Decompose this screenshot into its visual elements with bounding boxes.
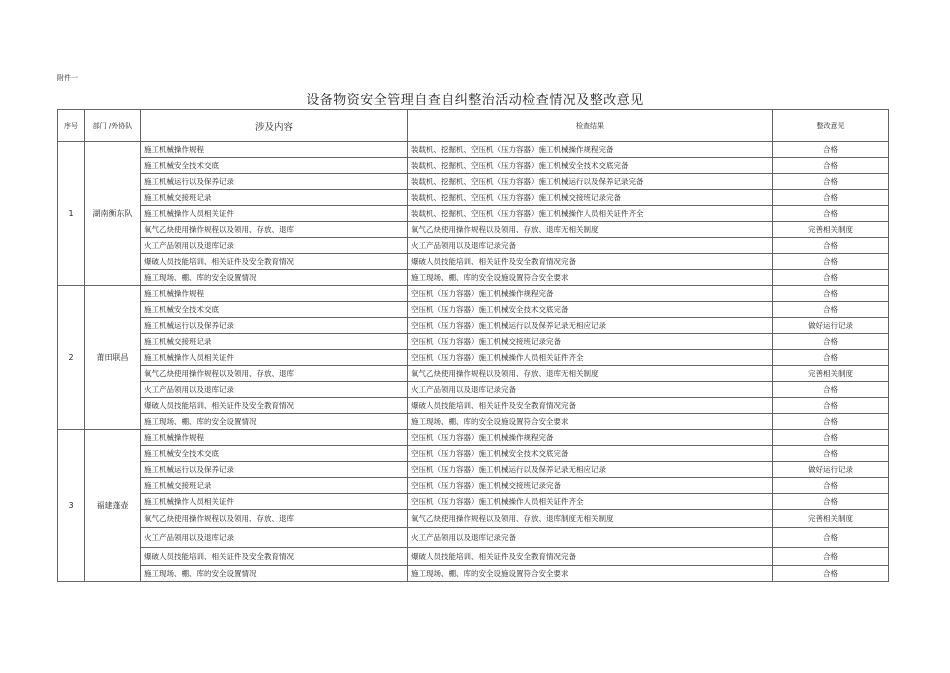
cell-opinion: 合格 — [773, 548, 889, 566]
cell-opinion: 合格 — [773, 430, 889, 446]
cell-opinion: 合格 — [773, 238, 889, 254]
cell-result: 装载机、挖掘机、空压机（压力容器）施工机械操作规程完备 — [408, 142, 773, 158]
cell-result: 火工产品领用以及退库记录完备 — [408, 238, 773, 254]
cell-result: 氧气乙炔使用操作规程以及领用、存放、退库无相关制度 — [408, 222, 773, 238]
row-dept: 莆田联昌 — [85, 286, 141, 430]
inspection-table — [57, 109, 889, 582]
cell-result: 火工产品领用以及退库记录完备 — [408, 528, 773, 548]
cell-result: 爆破人员技能培训、相关证件及安全教育情况完备 — [408, 398, 773, 414]
table-row — [58, 318, 889, 334]
cell-content: 氧气乙炔使用操作规程以及领用、存放、退库 — [141, 366, 408, 382]
cell-content: 爆破人员技能培训、相关证件及安全教育情况 — [141, 548, 408, 566]
cell-opinion: 合格 — [773, 142, 889, 158]
table-row — [58, 334, 889, 350]
cell-opinion: 合格 — [773, 302, 889, 318]
cell-content: 施工现场、棚、库的安全设置情况 — [141, 414, 408, 430]
cell-content: 施工机械运行以及保养记录 — [141, 462, 408, 478]
cell-content: 施工机械安全技术交底 — [141, 158, 408, 174]
cell-opinion: 合格 — [773, 270, 889, 286]
cell-result: 爆破人员技能培训、相关证件及安全教育情况完备 — [408, 548, 773, 566]
cell-result: 氧气乙炔使用操作规程以及领用、存放、退库制度无相关制度 — [408, 510, 773, 528]
cell-result: 装载机、挖掘机、空压机（压力容器）施工机械操作人员相关证件齐全 — [408, 206, 773, 222]
cell-content: 火工产品领用以及退库记录 — [141, 382, 408, 398]
table-row — [58, 494, 889, 510]
cell-result: 空压机（压力容器）施工机械运行以及保养记录无相应记录 — [408, 462, 773, 478]
cell-content: 爆破人员技能培训、相关证件及安全教育情况 — [141, 254, 408, 270]
table-row — [58, 430, 889, 446]
row-dept: 湖南衡东队 — [85, 142, 141, 286]
cell-content: 施工机械交接班记录 — [141, 334, 408, 350]
table-row — [58, 566, 889, 582]
cell-opinion: 合格 — [773, 382, 889, 398]
cell-opinion: 合格 — [773, 398, 889, 414]
table-row — [58, 222, 889, 238]
table-header-row — [58, 110, 889, 142]
cell-result: 空压机（压力容器）施工机械操作人员相关证件齐全 — [408, 494, 773, 510]
cell-content: 氧气乙炔使用操作规程以及领用、存放、退库 — [141, 222, 408, 238]
cell-content: 施工机械操作规程 — [141, 142, 408, 158]
table-row — [58, 548, 889, 566]
cell-content: 火工产品领用以及退库记录 — [141, 528, 408, 548]
cell-result: 空压机（压力容器）施工机械操作规程完备 — [408, 430, 773, 446]
table-row — [58, 510, 889, 528]
cell-result: 空压机（压力容器）施工机械操作人员相关证件齐全 — [408, 350, 773, 366]
table-row — [58, 366, 889, 382]
table-row — [58, 286, 889, 302]
cell-opinion: 做好运行记录 — [773, 462, 889, 478]
table-row — [58, 206, 889, 222]
table-row — [58, 398, 889, 414]
table-body — [58, 142, 889, 582]
cell-opinion: 合格 — [773, 190, 889, 206]
row-dept: 福建蓬壶 — [85, 430, 141, 582]
cell-opinion: 合格 — [773, 414, 889, 430]
cell-result: 施工现场、棚、库的安全设施设置符合安全要求 — [408, 270, 773, 286]
cell-content: 施工机械交接班记录 — [141, 190, 408, 206]
cell-result: 施工现场、棚、库的安全设施设置符合安全要求 — [408, 566, 773, 582]
cell-opinion: 合格 — [773, 174, 889, 190]
cell-result: 空压机（压力容器）施工机械安全技术交底完备 — [408, 302, 773, 318]
cell-content: 施工机械操作人员相关证件 — [141, 206, 408, 222]
cell-opinion: 合格 — [773, 478, 889, 494]
cell-opinion: 合格 — [773, 254, 889, 270]
cell-opinion: 合格 — [773, 334, 889, 350]
cell-content: 施工现场、棚、库的安全设置情况 — [141, 566, 408, 582]
table-row — [58, 446, 889, 462]
table-row — [58, 528, 889, 548]
cell-content: 施工机械运行以及保养记录 — [141, 174, 408, 190]
header-opinion: 整改意见 — [773, 110, 889, 142]
cell-result: 火工产品领用以及退库记录完备 — [408, 382, 773, 398]
table-row — [58, 270, 889, 286]
cell-content: 氧气乙炔使用操作规程以及领用、存放、退库 — [141, 510, 408, 528]
cell-content: 施工机械安全技术交底 — [141, 446, 408, 462]
table-row — [58, 414, 889, 430]
header-content: 涉及内容 — [141, 110, 408, 142]
cell-result: 装载机、挖掘机、空压机（压力容器）施工机械安全技术交底完备 — [408, 158, 773, 174]
cell-result: 空压机（压力容器）施工机械运行以及保养记录无相应记录 — [408, 318, 773, 334]
cell-opinion: 完善相关制度 — [773, 510, 889, 528]
table-row — [58, 254, 889, 270]
cell-result: 装载机、挖掘机、空压机（压力容器）施工机械交接班记录完备 — [408, 190, 773, 206]
cell-result: 空压机（压力容器）施工机械交接班记录完备 — [408, 334, 773, 350]
annex-label: 附件一 — [57, 74, 78, 82]
document-title: 设备物资安全管理自查自纠整治活动检查情况及整改意见 — [306, 93, 644, 108]
table-row — [58, 238, 889, 254]
table-row — [58, 302, 889, 318]
table-row — [58, 350, 889, 366]
cell-opinion: 合格 — [773, 350, 889, 366]
row-seq: 2 — [58, 286, 85, 430]
header-dept: 部门 /外协队 — [85, 110, 141, 142]
cell-result: 氧气乙炔使用操作规程以及领用、存放、退库无相关制度 — [408, 366, 773, 382]
cell-content: 爆破人员技能培训、相关证件及安全教育情况 — [141, 398, 408, 414]
cell-content: 施工机械操作人员相关证件 — [141, 350, 408, 366]
row-seq: 1 — [58, 142, 85, 286]
table-row — [58, 462, 889, 478]
table-row — [58, 478, 889, 494]
cell-opinion: 合格 — [773, 528, 889, 548]
cell-opinion: 合格 — [773, 206, 889, 222]
cell-opinion: 合格 — [773, 566, 889, 582]
cell-opinion: 完善相关制度 — [773, 222, 889, 238]
cell-content: 施工机械操作人员相关证件 — [141, 494, 408, 510]
cell-result: 空压机（压力容器）施工机械操作规程完备 — [408, 286, 773, 302]
cell-opinion: 完善相关制度 — [773, 366, 889, 382]
cell-opinion: 合格 — [773, 286, 889, 302]
cell-content: 施工机械操作规程 — [141, 286, 408, 302]
cell-opinion: 合格 — [773, 494, 889, 510]
table-row — [58, 158, 889, 174]
header-seq: 序号 — [58, 110, 85, 142]
cell-content: 施工现场、棚、库的安全设置情况 — [141, 270, 408, 286]
cell-opinion: 合格 — [773, 446, 889, 462]
cell-content: 施工机械操作规程 — [141, 430, 408, 446]
cell-result: 空压机（压力容器）施工机械安全技术交底完备 — [408, 446, 773, 462]
header-result: 检查结果 — [408, 110, 773, 142]
table-row — [58, 190, 889, 206]
row-seq: 3 — [58, 430, 85, 582]
cell-content: 施工机械运行以及保养记录 — [141, 318, 408, 334]
cell-content: 火工产品领用以及退库记录 — [141, 238, 408, 254]
cell-result: 装载机、挖掘机、空压机（压力容器）施工机械运行以及保养记录完备 — [408, 174, 773, 190]
cell-opinion: 做好运行记录 — [773, 318, 889, 334]
cell-content: 施工机械交接班记录 — [141, 478, 408, 494]
table-row — [58, 174, 889, 190]
cell-content: 施工机械安全技术交底 — [141, 302, 408, 318]
cell-result: 施工现场、棚、库的安全设施设置符合安全要求 — [408, 414, 773, 430]
cell-opinion: 合格 — [773, 158, 889, 174]
cell-result: 爆破人员技能培训、相关证件及安全教育情况完备 — [408, 254, 773, 270]
cell-result: 空压机（压力容器）施工机械交接班记录完备 — [408, 478, 773, 494]
table-row — [58, 382, 889, 398]
table-row — [58, 142, 889, 158]
